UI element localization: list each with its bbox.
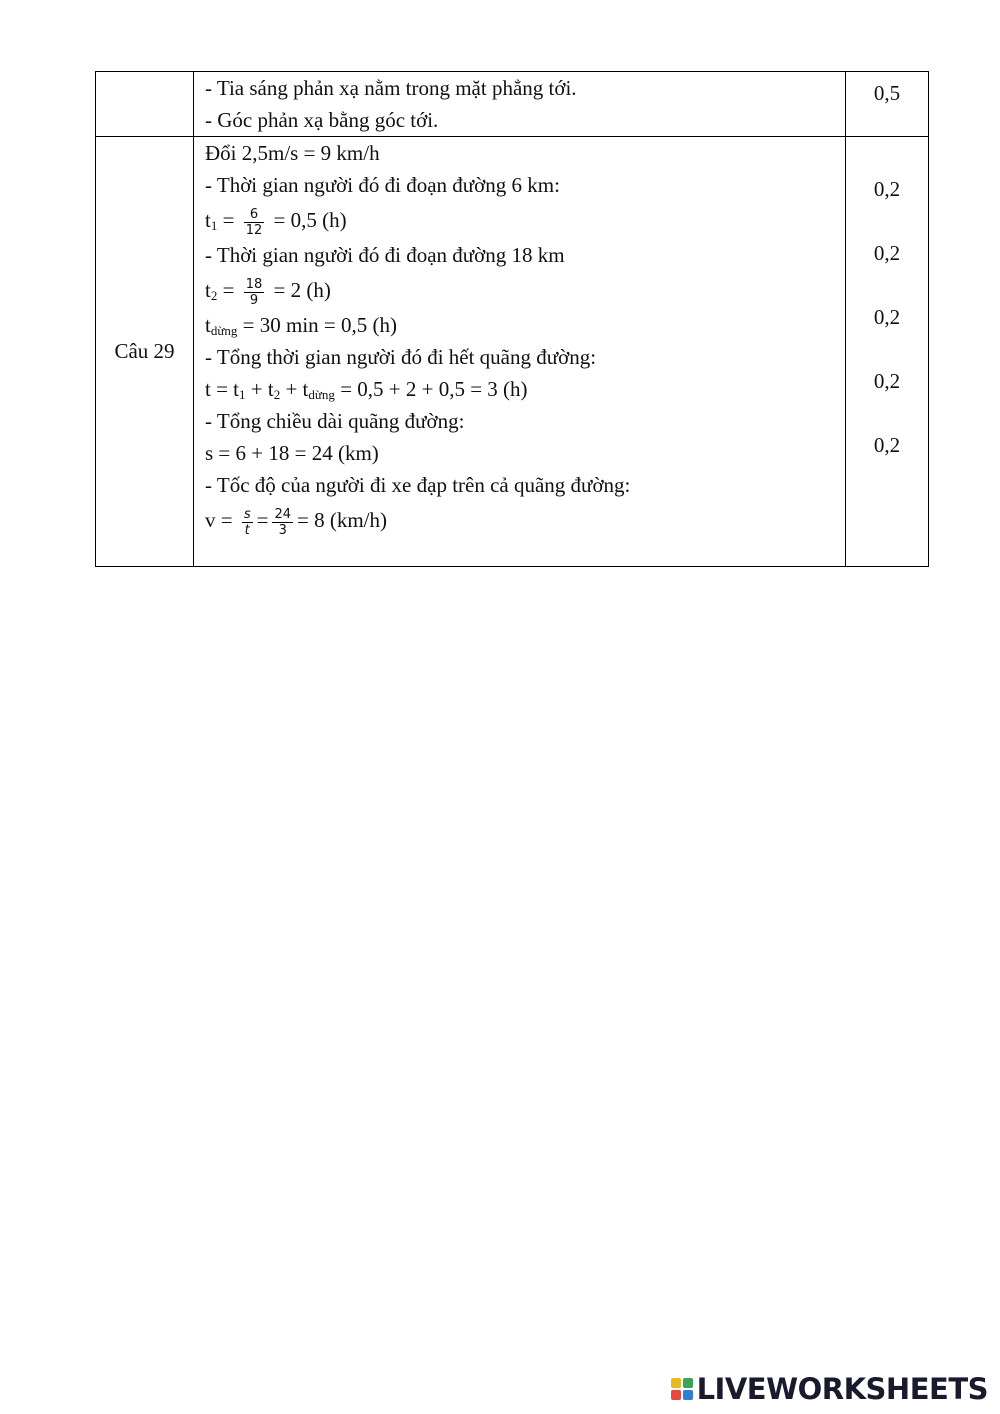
logo-square: [683, 1378, 693, 1388]
formula-t2: $t_2$ = $\frac{18}{9}$ = 2 (h): [205, 276, 331, 308]
table-row: [96, 72, 929, 137]
score-cell: [846, 137, 929, 567]
answer-line: - Thời gian người đó đi đoạn đường 6 km:: [205, 173, 560, 197]
answer-line: - Thời gian người đó đi đoạn đường 18 km: [205, 243, 565, 267]
fraction: $\frac{18}{9}$: [245, 276, 263, 308]
score-value: 0,2: [873, 369, 901, 393]
logo-square: [683, 1390, 693, 1400]
logo-mark-icon: [671, 1378, 693, 1400]
fraction: $\frac{6}{12}$: [245, 206, 263, 238]
fraction: $\frac{24}{3}$: [274, 506, 292, 538]
answer-table: [95, 71, 929, 567]
question-cell: [96, 72, 194, 137]
formula-tdung: $t_{dừng} = 30$ min = 0,5 (h): [205, 313, 397, 338]
score-value: 0,2: [873, 433, 901, 457]
score-list: [846, 137, 928, 493]
answer-line: - Góc phản xạ bằng góc tới.: [205, 108, 439, 132]
formula-total-time: $t = t_1 + t_2 + t_{dừng} = 0,5 + 2 + 0,5 = 3$ (h): [205, 377, 528, 402]
question-label: Câu 29: [114, 339, 175, 363]
answer-line: s = 6 + 18 = 24 (km): [205, 441, 379, 465]
score-value: 0,5: [873, 81, 901, 105]
score-cell: [846, 72, 929, 137]
table-row: [96, 137, 929, 567]
logo-text: LIVEWORKSHEETS: [696, 1372, 988, 1406]
answer-line: - Tia sáng phản xạ nằm trong mặt phẳng tới.: [205, 76, 577, 100]
answer-line: Đổi 2,5m/s = 9 km/h: [205, 141, 380, 165]
answer-cell: [194, 137, 846, 567]
score-value: 0,2: [873, 177, 901, 201]
answer-line: - Tổng thời gian người đó đi hết quãng đường:: [205, 345, 597, 369]
answer-line: - Tổng chiều dài quãng đường:: [205, 409, 465, 433]
question-cell: [96, 137, 194, 567]
logo-square: [671, 1378, 681, 1388]
score-value: 0,2: [873, 241, 901, 265]
formula-t1: $t_1$ = $\frac{6}{12}$ = 0,5 (h): [205, 206, 347, 238]
liveworksheets-logo: [671, 1372, 988, 1406]
formula-speed: v = $\frac{s}{t}$ = $\frac{24}{3}$ = 8 (km/h): [205, 506, 388, 538]
answer-line: - Tốc độ của người đi xe đạp trên cả quãng đường:: [205, 473, 631, 497]
score-value: 0,2: [873, 305, 901, 329]
logo-square: [671, 1390, 681, 1400]
answer-cell: [194, 72, 846, 137]
fraction: $\frac{s}{t}$: [243, 506, 251, 538]
